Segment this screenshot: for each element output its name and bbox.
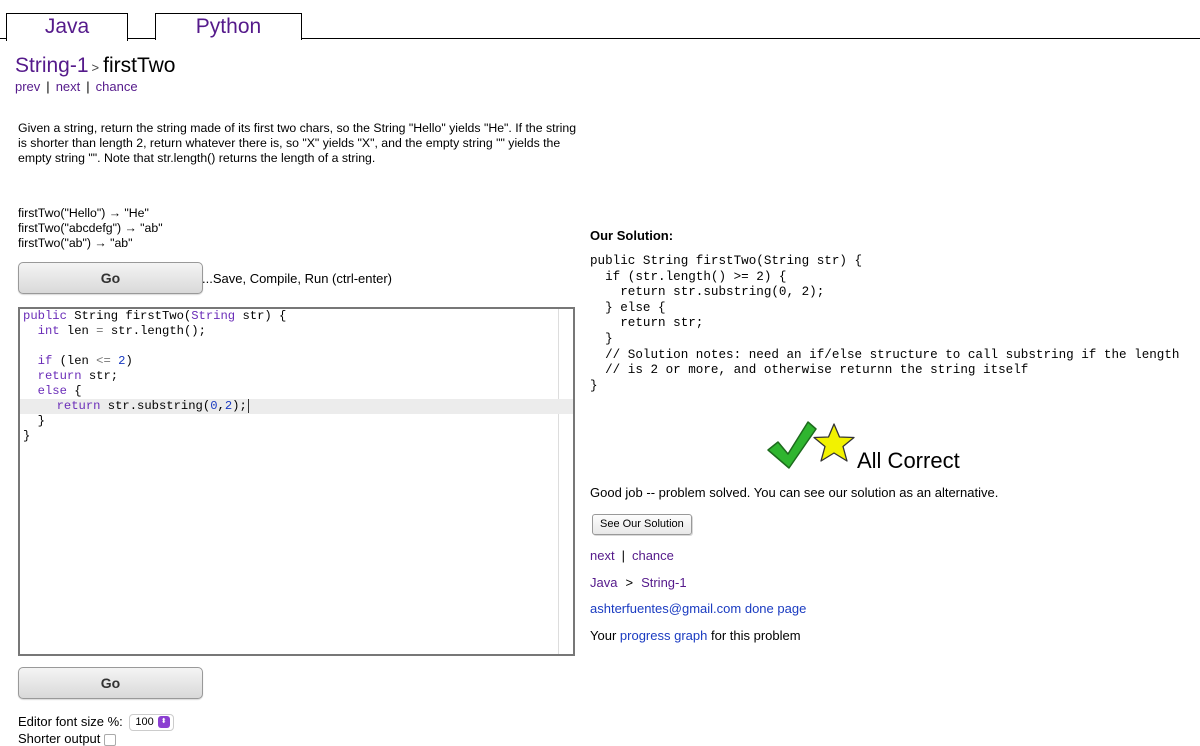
text-cursor — [248, 399, 249, 413]
chance-link[interactable]: chance — [631, 548, 674, 563]
nav-divider: | — [86, 79, 90, 94]
breadcrumb-separator: > — [625, 575, 634, 590]
progress-suffix: for this problem — [710, 628, 801, 643]
code-line: int len = str.length(); — [37, 324, 206, 338]
solution-heading: Our Solution: — [590, 228, 674, 243]
shorter-output-option — [18, 731, 116, 746]
solution-code: public String firstTwo(String str) { if (str.length() >= 2) { return str.substring(0, 2); } else { return str; } // Solution notes: need an if/else structure to call substring if the length // is 2 or more, and otherwise returnn the string itself } — [590, 254, 1180, 393]
breadcrumb-separator: > — [91, 60, 100, 75]
result-badge — [766, 420, 986, 472]
code-line: } — [23, 429, 31, 443]
example-line: firstTwo("Hello") → "He" — [18, 206, 149, 220]
shorter-output-label: Shorter output — [18, 731, 101, 746]
next-chance-links — [590, 548, 674, 563]
code-line: return str; — [37, 369, 119, 383]
example-line: firstTwo("ab") → "ab" — [18, 236, 133, 250]
prev-link[interactable]: prev — [15, 79, 41, 94]
code-line: public String firstTwo(String str) { — [23, 309, 287, 323]
tab-java[interactable]: Java — [6, 13, 128, 41]
examples — [18, 206, 163, 251]
check-star-icon — [766, 420, 861, 472]
next-link[interactable]: next — [55, 79, 81, 94]
progress-prefix: Your — [590, 628, 617, 643]
go-button[interactable]: Go — [18, 262, 203, 294]
problem-nav — [15, 79, 138, 94]
code-line: if (len <= 2) — [37, 354, 133, 368]
tab-python[interactable]: Python — [155, 13, 302, 40]
nav-divider: | — [46, 79, 50, 94]
chance-link[interactable]: chance — [95, 79, 138, 94]
nav-divider: | — [621, 548, 625, 563]
account-email-link[interactable]: ashterfuentes@gmail.com — [590, 601, 742, 616]
result-text: All Correct — [857, 448, 960, 473]
success-message: Good job -- problem solved. You can see our solution as an alternative. — [590, 485, 999, 500]
problem-name: firstTwo — [103, 54, 176, 77]
go-button-bottom[interactable]: Go — [18, 667, 203, 699]
code-line: else { — [37, 384, 82, 398]
breadcrumb-section-link[interactable]: String-1 — [15, 54, 89, 77]
language-breadcrumb — [590, 575, 687, 590]
font-size-control — [18, 714, 174, 731]
see-solution-button[interactable]: See Our Solution — [592, 514, 692, 535]
font-size-label: Editor font size %: — [18, 714, 123, 729]
go-hint: ...Save, Compile, Run (ctrl-enter) — [202, 271, 393, 286]
progress-graph-link[interactable]: progress graph — [619, 628, 708, 643]
code-line: } — [37, 414, 45, 428]
account-links — [590, 601, 806, 616]
string-1-link[interactable]: String-1 — [641, 575, 687, 590]
font-size-select[interactable]: 100 ⬍ — [129, 714, 173, 731]
editor-gutter-line — [558, 309, 559, 654]
progress-line — [590, 628, 801, 643]
problem-description: Given a string, return the string made of its first two chars, so the String "Hello" yields "He". If the string is shorter than length 2, return whatever there is, so "X" yields "X", and the empty string "" yields the empty string "". Note that str.length() returns the length of a string. — [18, 121, 577, 165]
java-link[interactable]: Java — [590, 575, 618, 590]
page-title — [15, 54, 175, 78]
updown-icon: ⬍ — [158, 716, 170, 728]
done-page-link[interactable]: done page — [744, 601, 807, 616]
example-line: firstTwo("abcdefg") → "ab" — [18, 221, 163, 235]
code-editor[interactable] — [18, 307, 575, 656]
code-line-active: return str.substring(0,2); — [20, 399, 573, 414]
next-link[interactable]: next — [590, 548, 615, 563]
